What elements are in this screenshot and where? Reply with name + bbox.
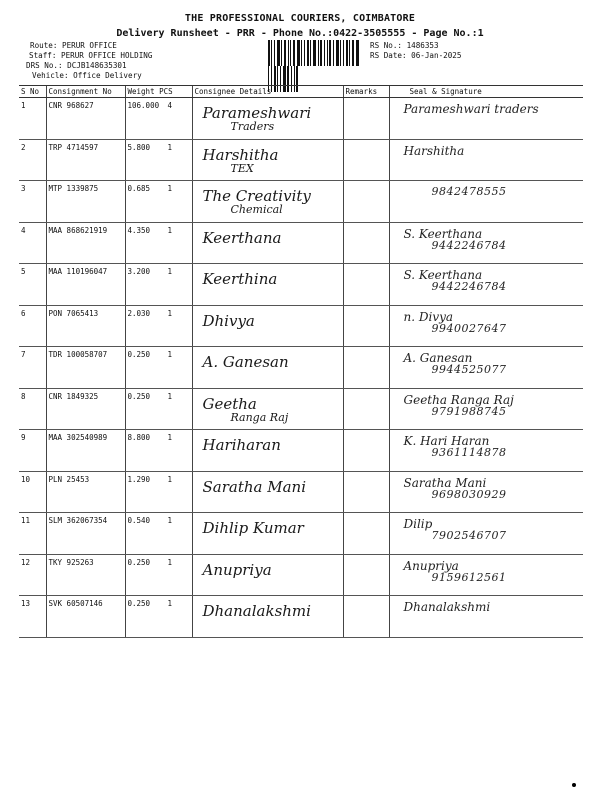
row-pcs: 1 [167, 142, 173, 152]
row-pcs: 1 [167, 184, 173, 193]
row-consignment-no: MAA 868621919 [46, 222, 125, 264]
row-weight-pcs [125, 471, 192, 513]
row-remarks [343, 139, 389, 181]
table-row [19, 222, 583, 264]
row-remarks [343, 430, 389, 472]
signature-phone: 9698030929 [431, 487, 507, 501]
table-row [19, 596, 583, 638]
row-pcs: 1 [167, 308, 173, 318]
row-signature [389, 513, 583, 555]
signature-text: Dhanalakshmi [403, 600, 491, 614]
row-consignee [192, 305, 343, 347]
row-consignment-no: PON 7065413 [46, 305, 125, 347]
meta-left-block [26, 41, 153, 81]
row-sno: 1 [19, 98, 46, 140]
row-pcs: 1 [167, 599, 173, 608]
row-signature [389, 98, 583, 140]
row-remarks [343, 347, 389, 389]
row-consignment-no: MTP 1339875 [46, 181, 125, 223]
row-remarks [343, 596, 389, 638]
vehicle-text: Vehicle: Office Delivery [32, 71, 142, 80]
table-row [19, 471, 583, 513]
row-consignee [192, 430, 343, 472]
table-row [19, 388, 583, 430]
rs-date-text: RS Date: 06-Jan-2025 [370, 51, 462, 60]
table-row [19, 554, 583, 596]
row-pcs: 1 [167, 474, 173, 484]
row-sno: 2 [19, 139, 46, 181]
consignee-name: Parameshwari [202, 104, 312, 122]
row-signature [389, 264, 583, 306]
signature-phone: 9442246784 [431, 280, 507, 293]
row-weight: 1.290 [127, 474, 151, 484]
table-row [19, 305, 583, 347]
row-remarks [343, 554, 389, 596]
row-remarks [343, 513, 389, 555]
signature-text: Saratha Mani [403, 475, 487, 490]
page-dot [572, 783, 576, 787]
row-pcs: 1 [167, 225, 173, 235]
row-consignment-no: CNR 968627 [46, 98, 125, 140]
row-consignee [192, 347, 343, 389]
consignee-name: Hariharan [202, 436, 281, 454]
row-consignee [192, 181, 343, 223]
row-consignee [192, 222, 343, 264]
row-remarks [343, 305, 389, 347]
row-sno: 4 [19, 222, 46, 264]
row-weight: 2.030 [127, 308, 151, 318]
consignee-name: Geetha [202, 394, 257, 413]
row-weight-pcs [125, 596, 192, 638]
row-pcs: 1 [167, 557, 173, 567]
table-row [19, 347, 583, 389]
drs-text: DRS No.: DCJB148635301 [26, 61, 127, 70]
row-weight-pcs [125, 222, 192, 264]
row-consignee [192, 98, 343, 140]
signature-text: Anupriya [403, 558, 459, 573]
col-header-consignee: Consignee Details [192, 86, 343, 98]
row-weight: 5.800 [127, 142, 151, 152]
signature-phone: 9940027647 [431, 321, 507, 335]
row-remarks [343, 264, 389, 306]
company-title: THE PROFESSIONAL COURIERS, COIMBATORE [184, 13, 416, 24]
rs-no-text: RS No.: 1486353 [370, 41, 439, 50]
row-sno: 6 [19, 305, 46, 347]
row-weight-pcs [125, 305, 192, 347]
signature-text: S. Keerthana [403, 226, 483, 241]
signature-phone: 9442246784 [431, 238, 507, 252]
consignee-name-line2: Ranga Raj [230, 410, 289, 424]
row-weight-pcs [125, 181, 192, 223]
table-row [19, 139, 583, 181]
signature-text: n. Divya [403, 309, 454, 324]
row-consignee [192, 388, 343, 430]
row-weight: 3.200 [127, 267, 151, 276]
row-consignment-no: TRP 4714597 [46, 139, 125, 181]
signature-text: K. Hari Haran [403, 434, 490, 448]
signature-phone: 9361114878 [431, 446, 507, 459]
route-text: Route: PERUR OFFICE [30, 41, 117, 50]
row-signature [389, 388, 583, 430]
col-header-weight-pcs: Weight PCS [125, 86, 192, 98]
signature-phone: 9159612561 [431, 570, 507, 584]
row-signature [389, 430, 583, 472]
row-weight: 4.350 [127, 225, 151, 235]
signature-text: S. Keerthana [403, 268, 483, 282]
row-remarks [343, 181, 389, 223]
row-weight-pcs [125, 139, 192, 181]
row-signature [389, 222, 583, 264]
row-pcs: 1 [167, 433, 173, 442]
consignee-name: The Creativity [202, 187, 311, 205]
col-header-consignment: Consignment No [46, 86, 125, 98]
row-weight: 0.250 [127, 557, 151, 567]
row-remarks [343, 222, 389, 264]
row-sno: 11 [19, 513, 46, 555]
row-weight-pcs [125, 513, 192, 555]
row-consignment-no: CNR 1849325 [46, 388, 125, 430]
signature-phone: 7902546707 [431, 529, 507, 542]
row-consignment-no: SVK 60507146 [46, 596, 125, 638]
row-pcs: 1 [167, 391, 173, 401]
row-weight-pcs [125, 388, 192, 430]
row-weight: 0.540 [127, 516, 151, 525]
row-pcs: 4 [167, 101, 173, 110]
signature-text: Harshitha [403, 143, 465, 158]
consignee-name: Dihlip Kumar [202, 519, 304, 537]
col-header-seal: Seal & Signature [389, 86, 583, 98]
consignee-name: Keerthina [202, 270, 278, 288]
row-weight: 0.685 [127, 184, 151, 193]
row-consignment-no: MAA 110196047 [46, 264, 125, 306]
row-consignment-no: TDR 100058707 [46, 347, 125, 389]
col-header-sno: S No [19, 86, 46, 98]
staff-text: Staff: PERUR OFFICE HOLDING [29, 51, 153, 60]
meta-right-block [370, 41, 461, 61]
row-consignee [192, 264, 343, 306]
row-sno: 9 [19, 430, 46, 472]
row-weight-pcs [125, 264, 192, 306]
table-row [19, 513, 583, 555]
consignee-name: A. Ganesan [202, 353, 289, 371]
row-consignment-no: SLM 362067354 [46, 513, 125, 555]
row-sno: 8 [19, 388, 46, 430]
row-consignee [192, 513, 343, 555]
row-weight: 0.250 [127, 350, 151, 359]
barcode-image [268, 40, 362, 66]
row-weight: 8.800 [127, 433, 151, 442]
row-signature [389, 347, 583, 389]
row-remarks [343, 388, 389, 430]
row-sno: 12 [19, 554, 46, 596]
signature-text: Geetha Ranga Raj [403, 392, 514, 407]
consignee-name: Dhivya [202, 311, 255, 330]
table-row [19, 264, 583, 306]
row-consignee [192, 596, 343, 638]
row-weight: 0.250 [127, 599, 151, 608]
consignee-name-line2: Traders [230, 120, 275, 133]
signature-phone: 9791988745 [431, 404, 507, 418]
signature-text: Dilip [403, 517, 433, 531]
row-weight-pcs [125, 430, 192, 472]
row-sno: 3 [19, 181, 46, 223]
consignee-name: Dhanalakshmi [202, 602, 311, 620]
signature-phone: 9842478555 [431, 185, 507, 198]
signature-text: Parameshwari traders [403, 102, 539, 116]
row-sno: 5 [19, 264, 46, 306]
row-signature [389, 139, 583, 181]
row-weight-pcs [125, 347, 192, 389]
row-sno: 10 [19, 471, 46, 513]
row-signature [389, 305, 583, 347]
row-consignee [192, 554, 343, 596]
row-pcs: 1 [167, 516, 173, 525]
row-signature [389, 554, 583, 596]
row-consignee [192, 139, 343, 181]
row-signature [389, 181, 583, 223]
row-sno: 7 [19, 347, 46, 389]
row-weight: 106.000 [127, 101, 160, 110]
row-consignment-no: TKY 925263 [46, 554, 125, 596]
signature-text: A. Ganesan [403, 351, 473, 365]
row-remarks [343, 98, 389, 140]
row-consignment-no: PLN 25453 [46, 471, 125, 513]
consignee-name-line2: TEX [230, 161, 254, 175]
row-weight-pcs [125, 554, 192, 596]
runsheet-subtitle: Delivery Runsheet - PRR - Phone No.:0422-3505555 - Page No.:1 [116, 28, 484, 39]
row-remarks [343, 471, 389, 513]
row-signature [389, 596, 583, 638]
consignee-name: Saratha Mani [202, 477, 306, 496]
table-row [19, 98, 583, 140]
row-pcs: 1 [167, 267, 173, 276]
consignee-name: Keerthana [202, 228, 282, 247]
table-header-row [19, 86, 583, 98]
row-consignee [192, 471, 343, 513]
consignee-name: Harshitha [202, 145, 279, 164]
signature-phone: 9944525077 [431, 363, 507, 376]
table-row [19, 430, 583, 472]
row-weight: 0.250 [127, 391, 151, 401]
col-header-remarks: Remarks [343, 86, 389, 98]
table-row [19, 181, 583, 223]
consignee-name-line2: Chemical [230, 203, 283, 216]
runsheet-table [19, 85, 583, 638]
row-sno: 13 [19, 596, 46, 638]
row-consignment-no: MAA 302540989 [46, 430, 125, 472]
row-signature [389, 471, 583, 513]
row-weight-pcs [125, 98, 192, 140]
row-pcs: 1 [167, 350, 173, 359]
consignee-name: Anupriya [202, 560, 272, 579]
